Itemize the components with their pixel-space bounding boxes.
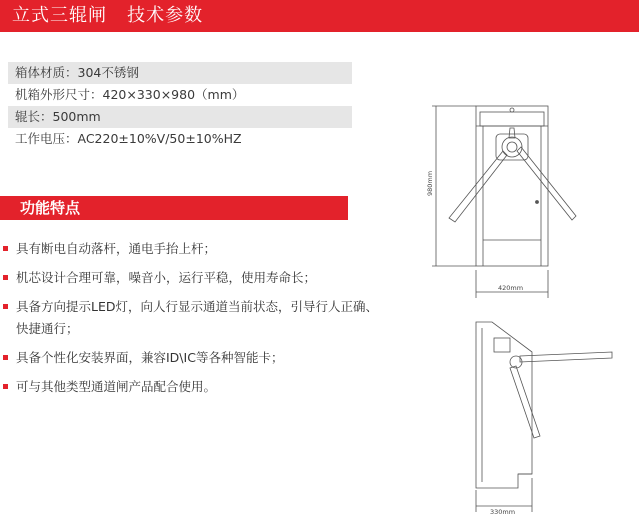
spec-row-voltage: 工作电压：AC220±10%V/50±10%HZ (15, 131, 242, 146)
feature-text: 具有断电自动落杆，通电手抬上杆； (16, 241, 217, 256)
feature-text: 机芯设计合理可靠，噪音小，运行平稳，使用寿命长； (16, 270, 317, 285)
spec-row-dimensions: 机箱外形尺寸：420×330×980（mm） (15, 87, 245, 102)
spec-row-arm-length: 辊长：500mm (8, 106, 352, 128)
side-view-drawing (476, 322, 612, 512)
front-height-label: 980mm (426, 170, 434, 196)
feature-text: 具备个性化安装界面，兼容ID\IC等各种智能卡； (16, 350, 284, 365)
front-width-label: 420mm (498, 284, 524, 292)
page-title: 立式三辊闸 技术参数 (12, 5, 204, 26)
feature-text: 具备方向提示LED灯，向人行显示通道当前状态，引导行人正确、快捷通行； (16, 299, 378, 336)
feature-text: 可与其他类型通道闸产品配合使用。 (16, 379, 217, 394)
front-view-drawing (432, 106, 576, 298)
spec-row-material: 箱体材质：304不锈钢 (8, 62, 352, 84)
features-title: 功能特点 (20, 199, 81, 217)
side-depth-label: 330mm (490, 508, 516, 516)
